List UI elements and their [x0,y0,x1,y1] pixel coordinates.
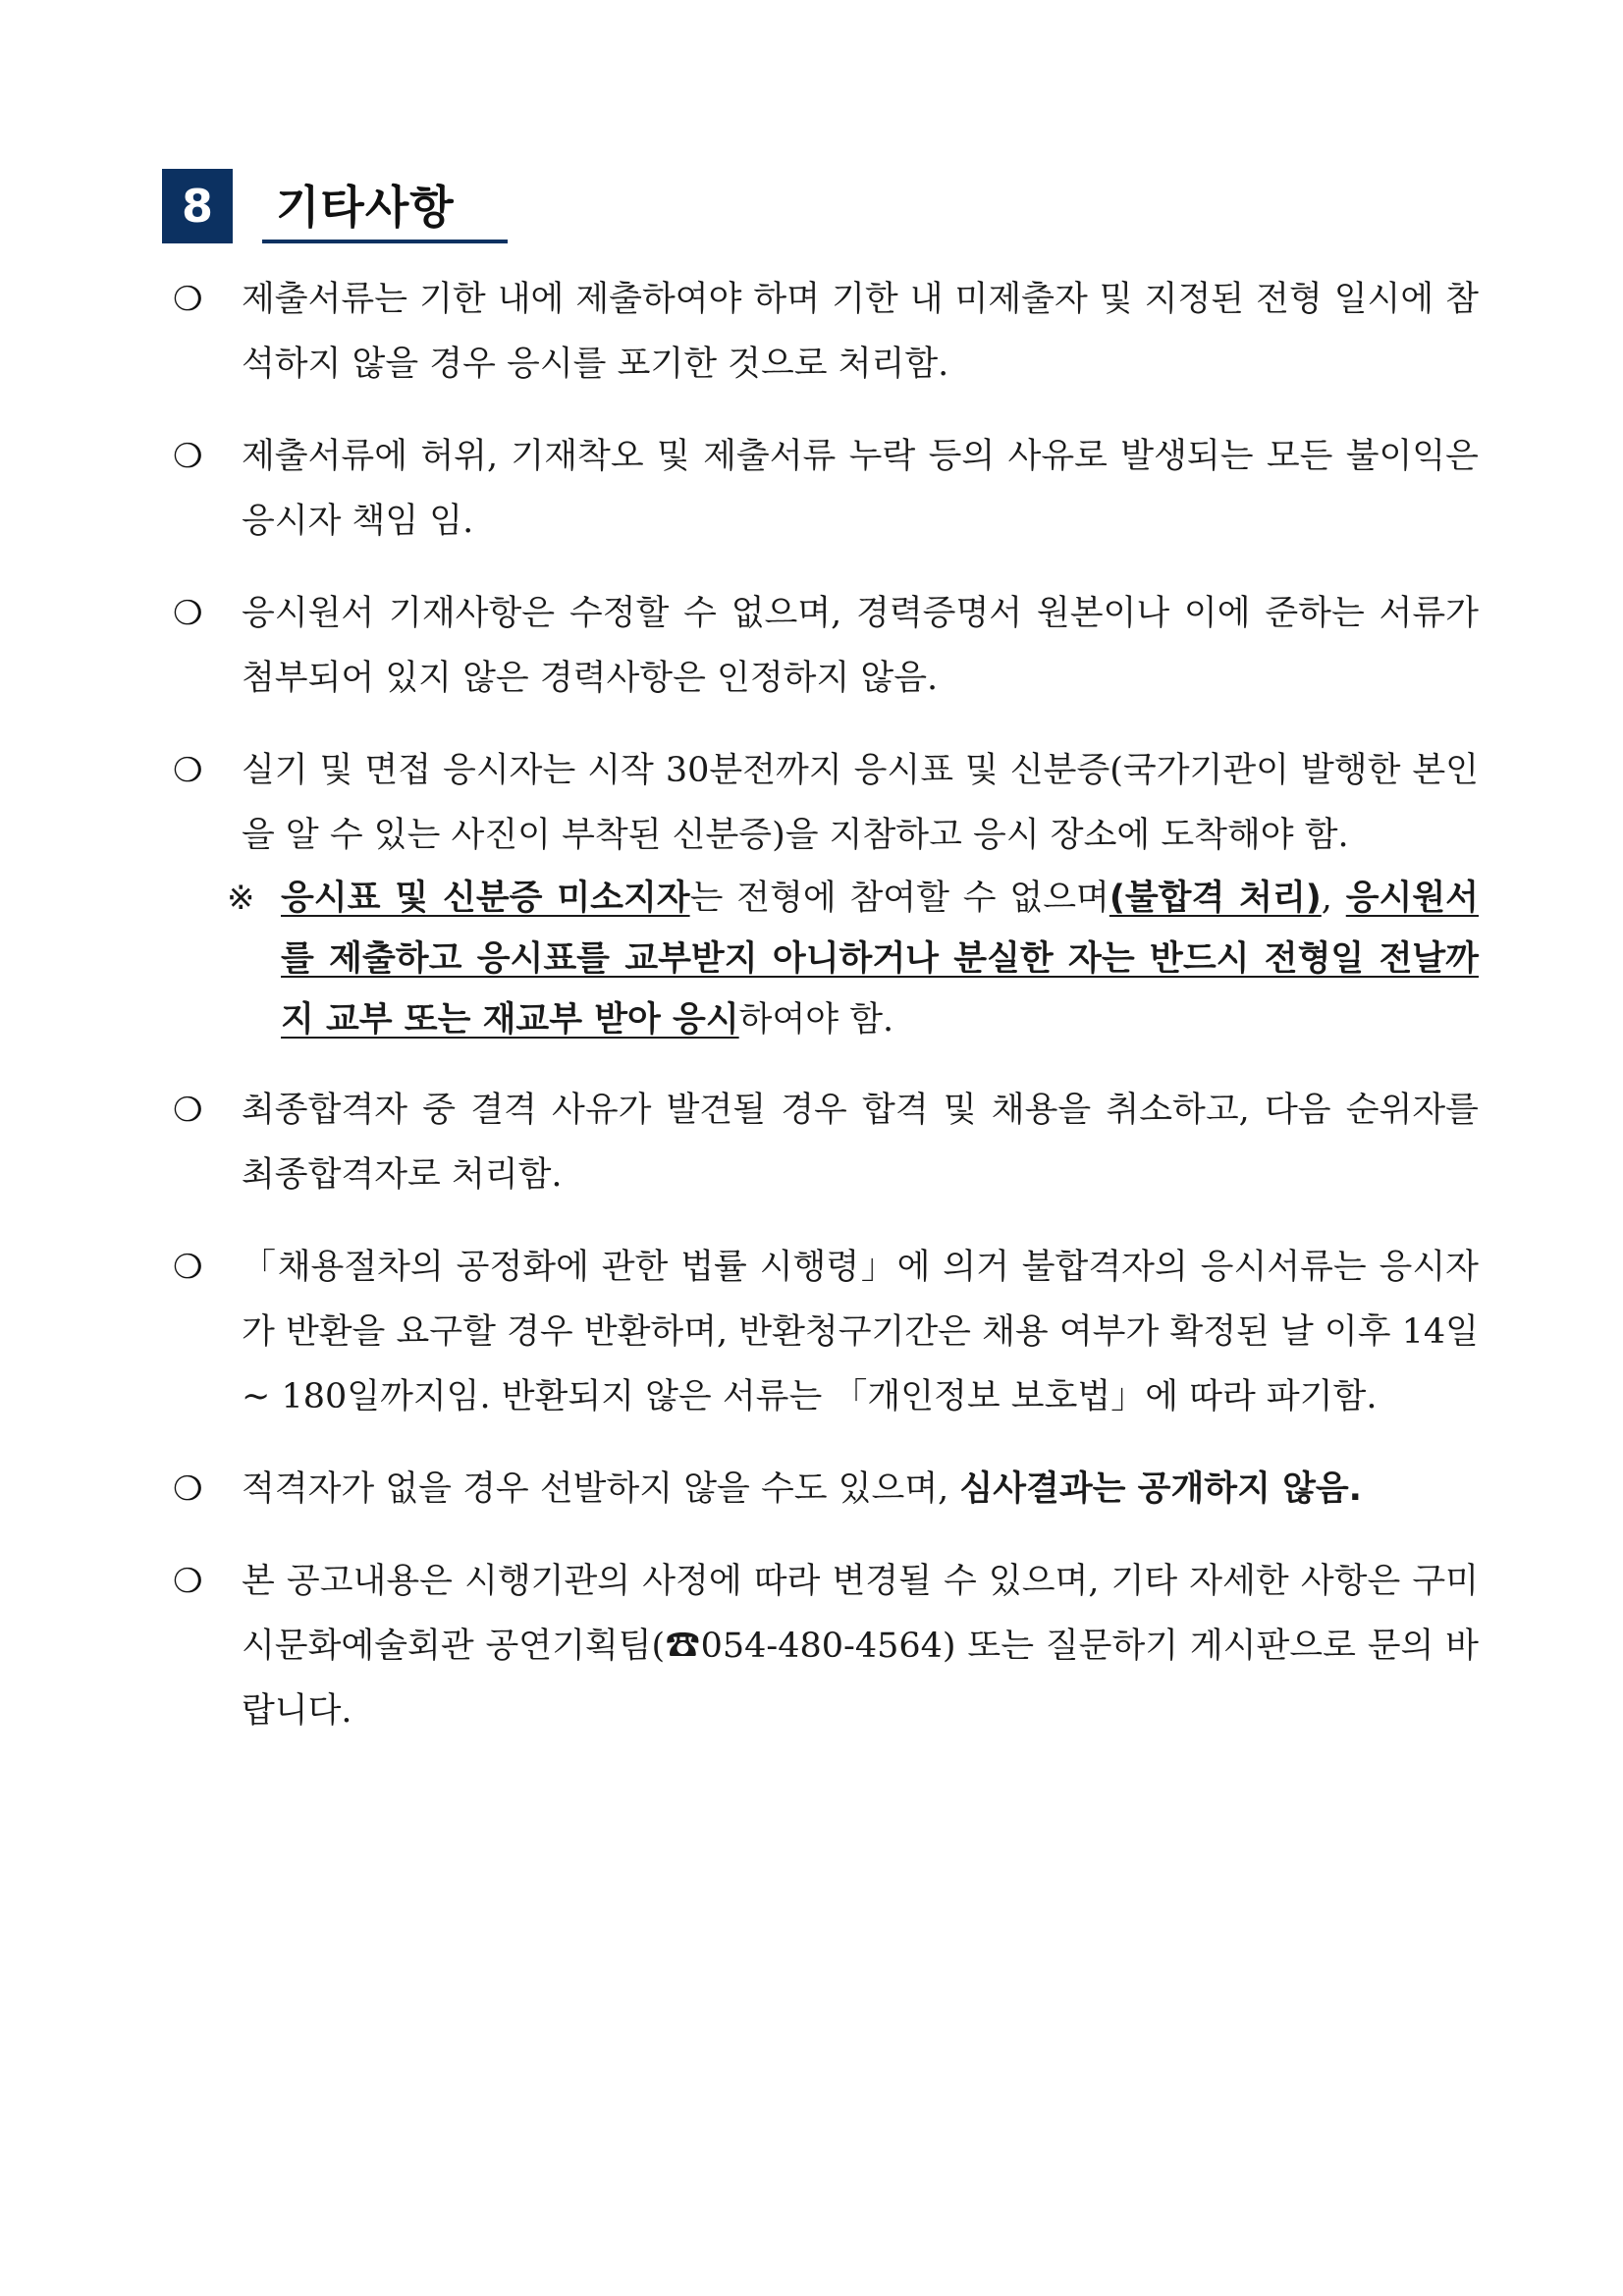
item-text: 실기 및 면접 응시자는 시작 30분전까지 응시표 및 신분증(국가기관이 발행한 본인을 알 수 있는 사진이 부착된 신분증)을 지참하고 응시 장소에 도착해야 함. [242,751,1479,855]
circle-bullet-icon: ❍ [173,1091,203,1130]
item-bold-text: 심사결과는 공개하지 않음. [959,1469,1362,1509]
list-item [173,424,1479,554]
item-text: 「채용절차의 공정화에 관한 법률 시행령」에 의거 불합격자의 응시서류는 응시자가 반환을 요구할 경우 반환하며, 반환청구기간은 채용 여부가 확정된 날 이후 14일 ~ 180일까지임. 반환되지 않은 서류는 「개인정보 보호법」에 따라 파기함. [242,1248,1479,1416]
list-item [173,1078,1479,1207]
section-number-badge: 8 [162,169,233,243]
note-text: 는 전형에 참여할 수 없으며 [689,879,1109,918]
note-text-comma: , [1321,879,1346,918]
list-item [173,1235,1479,1429]
item-text: 제출서류는 기한 내에 제출하여야 하며 기한 내 미제출자 및 지정된 전형 일시에 참석하지 않을 경우 응시를 포기한 것으로 처리함. [242,280,1479,384]
circle-bullet-icon: ❍ [173,751,203,790]
item-text: 적격자가 없을 경우 선발하지 않을 수도 있으며, [242,1469,960,1509]
item-text: 본 공고내용은 시행기관의 사정에 따라 변경될 수 있으며, 기타 자세한 사항은 구미시문화예술회관 공연기획팀(☎054-480-4564) 또는 질문하기 게시판으로 문의 바랍니다. [242,1562,1479,1731]
item-text: 최종합격자 중 결격 사유가 발견될 경우 합격 및 채용을 취소하고, 다음 순위자를 최종합격자로 처리함. [242,1091,1479,1195]
list-item [173,1457,1479,1522]
section-header [162,169,508,243]
circle-bullet-icon: ❍ [173,1469,203,1509]
section-title-underline [262,169,508,243]
circle-bullet-icon: ❍ [173,1562,203,1601]
circle-bullet-icon: ❍ [173,1248,203,1287]
item-text: 제출서류에 허위, 기재착오 및 제출서류 누락 등의 사유로 발생되는 모든 불이익은 응시자 책임 임. [242,437,1479,541]
list-item [173,267,1479,397]
note-text-end: 하여야 함. [738,1000,894,1040]
circle-bullet-icon: ❍ [173,594,203,633]
list-item [173,1549,1479,1743]
reference-mark-icon: ※ [227,879,255,918]
note-emphasis-reissue: 응시원서를 제출하고 응시표를 교부받지 아니하거나 분실한 자는 반드시 전형일 전날까지 교부 또는 재교부 받아 응시 [281,879,1479,1040]
list-item [173,581,1479,711]
notice-list [173,267,1479,1771]
list-item [173,738,1479,1050]
note-emphasis-id-required: 응시표 및 신분증 미소지자 [281,879,690,918]
circle-bullet-icon: ❍ [173,437,203,476]
item-text: 응시원서 기재사항은 수정할 수 없으며, 경력증명서 원본이나 이에 준하는 서류가 첨부되어 있지 않은 경력사항은 인정하지 않음. [242,594,1479,698]
circle-bullet-icon: ❍ [173,280,203,319]
note-emphasis-fail: (불합격 처리) [1109,879,1322,918]
reference-note [227,868,1479,1050]
section-title: 기타사항 [276,181,455,234]
